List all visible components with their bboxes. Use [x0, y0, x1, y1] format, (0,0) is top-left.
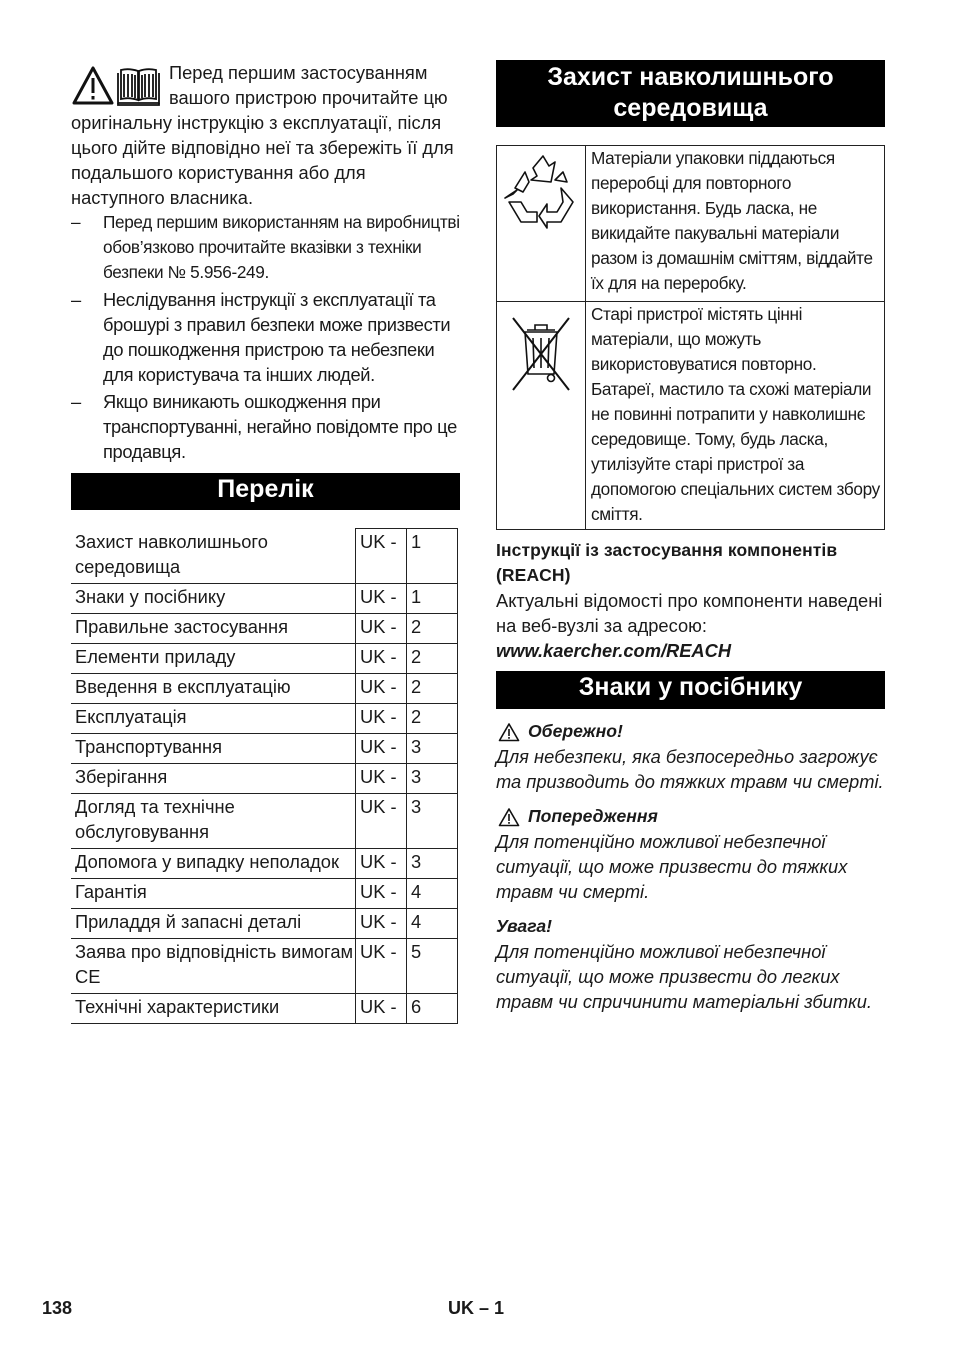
- toc-page: 2: [407, 643, 458, 673]
- icon-cell: [497, 302, 586, 530]
- toc-label: Допомога у випадку неполадок: [75, 850, 339, 872]
- toc-label: Догляд та технічне обслуговування: [75, 795, 235, 842]
- table-row: [71, 583, 458, 613]
- attention-label: Увага!: [496, 916, 553, 936]
- warning-triangle-icon: [74, 68, 112, 103]
- toc-label: Гарантія: [75, 880, 147, 902]
- toc-prefix: UK -: [356, 848, 407, 878]
- list-item: [71, 210, 460, 285]
- table-row: [71, 908, 458, 938]
- disposal-text: Старі пристрої містять цінні матеріали, що можуть використовуватися повторно. Батареї, мастило та схожі матеріали не повинні потрапити у навколишнє середовище. Тому, будь ласка, утилізуйте старі пристрої за допомогою спеціальних систем збору сміття.: [586, 302, 885, 530]
- intro-block: [71, 60, 460, 210]
- warning-heading: [496, 804, 885, 829]
- dash-marker: –: [71, 212, 81, 232]
- crossed-out-bin-icon: [497, 302, 585, 402]
- toc-prefix: UK -: [356, 583, 407, 613]
- toc-label: Елементи приладу: [75, 645, 236, 667]
- page-number: 138: [42, 1298, 73, 1318]
- warning-triangle-icon: [498, 807, 520, 827]
- caution-heading: [496, 719, 885, 744]
- caution-text: Для небезпеки, яка безпосередньо загрожує та призводить до тяжких травм чи смерті.: [496, 746, 884, 792]
- toc-page: 4: [407, 878, 458, 908]
- table-row: [71, 938, 458, 993]
- toc-heading: Перелік: [71, 473, 460, 510]
- toc-page: 2: [407, 703, 458, 733]
- attention-heading: [496, 914, 885, 939]
- dash-marker: –: [71, 391, 81, 412]
- bullet-text: Неслідування інструкції з експлуатації та брошурі з правил безпеки може призвести до пошкодження пристрою та небезпеки для користувача та інших людей.: [103, 289, 451, 385]
- toc-prefix: UK -: [356, 703, 407, 733]
- reach-text: Актуальні відомості про компоненти наведені на веб-вузлі за адресою:: [496, 590, 883, 636]
- toc-label: Зберігання: [75, 765, 168, 787]
- toc-table: [71, 528, 458, 1024]
- safety-bullet-list: [71, 210, 460, 464]
- toc-prefix: UK -: [356, 878, 407, 908]
- toc-page: 2: [407, 673, 458, 703]
- bullet-text: Якщо виникають ошкодження при транспортуванні, негайно повідомте про це продавця.: [103, 391, 457, 462]
- table-row: [71, 878, 458, 908]
- table-row: [71, 613, 458, 643]
- table-row: [71, 733, 458, 763]
- recycling-text: Матеріали упаковки піддаються переробці для повторного використання. Будь ласка, не викидайте пакувальні матеріали разом із домашнім сміттям, віддайте їх для на переробку.: [586, 146, 885, 302]
- toc-page: 5: [407, 938, 458, 993]
- environment-table: [496, 145, 885, 530]
- toc-page: 1: [407, 529, 458, 584]
- warning-triangle-icon: [498, 722, 520, 742]
- icon-cell: [497, 146, 586, 302]
- toc-page: 3: [407, 733, 458, 763]
- intro-text: Перед першим застосуванням вашого пристрою прочитайте цю оригінальну інструкцію з експлуатації, після цього дійте відповідно неї та збережіть її для подальшого користування або для наступного власника.: [71, 62, 454, 208]
- attention-text: Для потенційно можливої небезпечної ситуації, що може призвести до легких травм чи спричинити матеріальні збитки.: [496, 941, 872, 1012]
- reach-title: Інструкції із застосування компонентів (REACH): [496, 540, 838, 585]
- list-item: [71, 389, 460, 464]
- toc-prefix: UK -: [356, 908, 407, 938]
- table-row: [71, 848, 458, 878]
- toc-label: Знаки у посібнику: [75, 585, 226, 607]
- toc-page: 3: [407, 763, 458, 793]
- toc-label: Технічні характеристики: [75, 995, 280, 1017]
- table-row: [71, 673, 458, 703]
- bullet-text: Перед першим використанням на виробництві обов’язково прочитайте вказівки з техніки безпеки № 5.956-249.: [103, 212, 460, 282]
- table-row: [71, 763, 458, 793]
- toc-page: 3: [407, 793, 458, 848]
- dash-marker: –: [71, 289, 81, 310]
- right-column: [496, 60, 885, 1014]
- toc-label: Транспортування: [75, 735, 223, 757]
- caution-label: Обережно!: [528, 721, 623, 741]
- table-row: [71, 529, 458, 584]
- toc-prefix: UK -: [356, 993, 407, 1023]
- toc-label: Приладдя й запасні деталі: [75, 910, 302, 932]
- toc-prefix: UK -: [356, 938, 407, 993]
- list-item: [71, 287, 460, 387]
- toc-prefix: UK -: [356, 643, 407, 673]
- left-column: [71, 60, 460, 1024]
- page-label: UK – 1: [448, 1298, 505, 1318]
- table-row: [71, 793, 458, 848]
- warning-text: Для потенційно можливої небезпечної ситуації, що може призвести до тяжких травм чи смерті.: [496, 831, 848, 902]
- table-row: [71, 703, 458, 733]
- toc-prefix: UK -: [356, 529, 407, 584]
- table-row: [71, 993, 458, 1023]
- toc-prefix: UK -: [356, 673, 407, 703]
- environment-heading: Захист навколишнього середовища: [496, 60, 885, 127]
- toc-page: 1: [407, 583, 458, 613]
- toc-prefix: UK -: [356, 733, 407, 763]
- toc-label: Експлуатація: [75, 705, 187, 727]
- toc-prefix: UK -: [356, 613, 407, 643]
- toc-label: Захист навколишнього середовища: [75, 530, 268, 577]
- toc-page: 2: [407, 613, 458, 643]
- reach-link[interactable]: www.kaercher.com/REACH: [496, 640, 732, 661]
- table-row: [71, 643, 458, 673]
- recycling-icon: [497, 146, 585, 296]
- intro-icons: [71, 64, 163, 108]
- toc-prefix: UK -: [356, 793, 407, 848]
- toc-page: 6: [407, 993, 458, 1023]
- toc-label: Заява про відповідність вимогам СЕ: [75, 940, 354, 987]
- toc-prefix: UK -: [356, 763, 407, 793]
- table-row: [497, 302, 885, 530]
- toc-page: 3: [407, 848, 458, 878]
- open-book-icon: [118, 69, 159, 105]
- toc-label: Введення в експлуатацію: [75, 675, 291, 697]
- warning-label: Попередження: [528, 806, 658, 826]
- toc-label: Правильне застосування: [75, 615, 289, 637]
- table-row: [497, 146, 885, 302]
- toc-page: 4: [407, 908, 458, 938]
- symbols-heading: Знаки у посібнику: [496, 671, 885, 709]
